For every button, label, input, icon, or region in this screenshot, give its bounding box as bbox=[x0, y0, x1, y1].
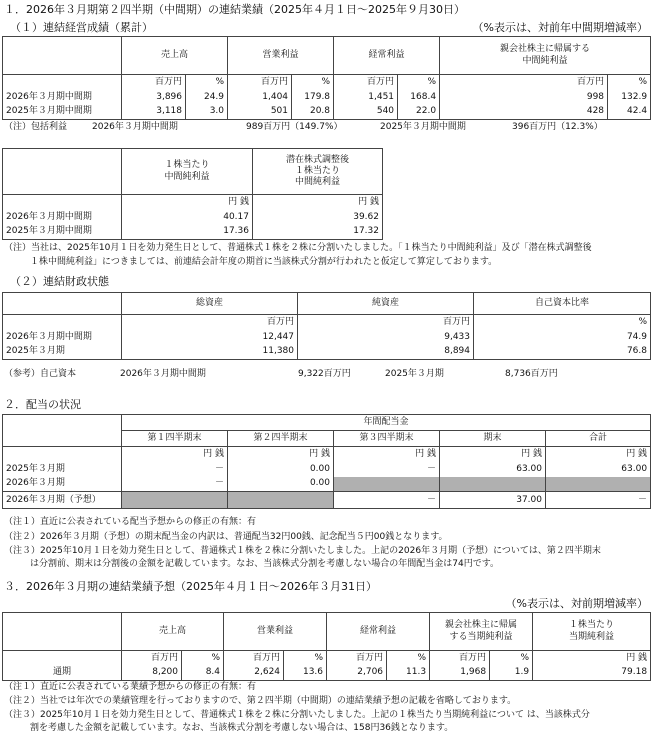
cell-value: 1,968 bbox=[430, 666, 490, 681]
row-label: 2025年３月期 bbox=[6, 346, 65, 357]
cell-value: 11,380 bbox=[122, 345, 298, 360]
cell-value: 17.32 bbox=[253, 225, 383, 240]
unit-cell: % bbox=[490, 651, 533, 666]
section3-title: ３．2026年３月期の連結業績予想（2025年４月１日～2026年３月31日） bbox=[4, 580, 377, 593]
header-eps-line2: 当期純利益 bbox=[569, 631, 615, 642]
header-net-profit-line2: 中間純利益 bbox=[522, 55, 568, 66]
unit-cell: 百万円 bbox=[224, 651, 284, 666]
section1-title: １．2026年３月期第２四半期（中間期）の連結業績（2025年４月１日～2025年９月30日） bbox=[4, 3, 465, 16]
cell-shaded bbox=[440, 477, 546, 492]
table-row bbox=[3, 105, 651, 120]
cell-value: 179.8 bbox=[292, 90, 334, 105]
row-label: 2026年３月期（予想） bbox=[6, 494, 101, 505]
table-row bbox=[3, 666, 651, 681]
cell-value: 12,447 bbox=[122, 330, 298, 345]
unit-cell: 円 銭 bbox=[533, 651, 651, 666]
comprehensive-income-value1: 989百万円（149.7%） bbox=[246, 122, 343, 132]
header-net-profit bbox=[440, 37, 651, 75]
cell-value: 39.62 bbox=[253, 210, 383, 225]
cell-value: 2,624 bbox=[224, 666, 284, 681]
unit-cell: 百万円 bbox=[430, 651, 490, 666]
header-ordinary-profit: 経常利益 bbox=[327, 613, 430, 651]
equity-note-period1: 2026年３月期中間期 bbox=[120, 369, 206, 379]
corner-cell bbox=[3, 293, 122, 315]
header-q1-end: 第１四半期末 bbox=[122, 431, 228, 447]
cell-value: 8,200 bbox=[122, 666, 182, 681]
header-operating-profit: 営業利益 bbox=[224, 613, 327, 651]
cell-value: 8.4 bbox=[182, 666, 224, 681]
header-diluted-eps-line1: 潜在株式調整後 bbox=[285, 154, 349, 165]
eps-note-line1: （注）当社は、2025年10月１日を効力発生日として、普通株式１株を２株に分割いたしました。「１株当たり中間純利益」及び「潜在株式調整後 bbox=[4, 243, 592, 253]
forecast-note-2: （注２）当社では年次での業績管理を行っておりますので、第２四半期（中間期）の連結業績予想の記載を省略しております。 bbox=[4, 696, 517, 706]
cell-value: － bbox=[546, 492, 651, 509]
cell-value: 3.0 bbox=[186, 105, 228, 120]
equity-note-value2: 8,736百万円 bbox=[505, 369, 558, 379]
cell-value: 0.00 bbox=[228, 462, 334, 477]
dividend-note-1: （注１）直近に公表されている配当予想からの修正の有無：有 bbox=[4, 517, 257, 527]
forecast-table bbox=[2, 612, 651, 681]
header-q3-end: 第３四半期末 bbox=[334, 431, 440, 447]
table-row bbox=[3, 492, 651, 509]
cell-value: 501 bbox=[228, 105, 292, 120]
forecast-note-3-cont: 割を考慮した金額を記載しています。なお、当該株式分割を考慮しない場合は、158円36銭となります。 bbox=[30, 723, 454, 733]
row-label: 2025年３月期中間期 bbox=[6, 226, 92, 237]
corner-cell bbox=[3, 415, 122, 447]
cell-shaded bbox=[546, 477, 651, 492]
header-eps bbox=[533, 613, 651, 651]
eps-table bbox=[2, 148, 383, 240]
cell-value: － bbox=[122, 462, 228, 477]
equity-note-label: （参考）自己資本 bbox=[4, 369, 77, 379]
cell-value: 42.4 bbox=[608, 105, 651, 120]
cell-value: 9,433 bbox=[298, 330, 474, 345]
unit-row-label bbox=[3, 651, 122, 666]
cell-value: 74.9 bbox=[474, 330, 651, 345]
header-sales: 売上高 bbox=[122, 613, 224, 651]
row-label: 2025年３月期中間期 bbox=[6, 106, 92, 117]
cell-value: 20.8 bbox=[292, 105, 334, 120]
dividend-note-2: （注２）2026年３月期（予想）の期末配当金の内訳は、普通配当32円00銭、記念配当５円00銭となります。 bbox=[4, 532, 448, 542]
cell-value: － bbox=[334, 462, 440, 477]
operating-results-table bbox=[2, 36, 651, 120]
cell-value: 17.36 bbox=[122, 225, 253, 240]
cell-shaded bbox=[334, 477, 440, 492]
cell-value: 76.8 bbox=[474, 345, 651, 360]
cell-value: 1.9 bbox=[490, 666, 533, 681]
cell-value: 63.00 bbox=[546, 462, 651, 477]
cell-value: 540 bbox=[334, 105, 398, 120]
header-net-profit-line2: する当期純利益 bbox=[449, 631, 513, 642]
cell-value: 13.6 bbox=[284, 666, 327, 681]
financial-position-table bbox=[2, 292, 651, 360]
table-row bbox=[3, 90, 651, 105]
header-eps bbox=[122, 149, 253, 195]
forecast-note-3: （注３）2025年10月１日を効力発生日として、普通株式１株を２株に分割いたしました。上記の１株当たり当期純利益について は、当該株式分 bbox=[4, 710, 590, 720]
unit-cell: 円 銭 bbox=[253, 195, 383, 210]
section2-title: ２．配当の状況 bbox=[4, 398, 81, 411]
cell-value: 63.00 bbox=[440, 462, 546, 477]
table-row bbox=[3, 345, 651, 360]
unit-cell: 百万円 bbox=[122, 315, 298, 330]
unit-cell: 円 銭 bbox=[228, 447, 334, 462]
equity-note-period2: 2025年３月期 bbox=[385, 369, 444, 379]
unit-cell: 円 銭 bbox=[122, 195, 253, 210]
unit-cell: 百万円 bbox=[327, 651, 387, 666]
cell-value: 37.00 bbox=[440, 492, 546, 509]
comprehensive-income-label: （注）包括利益 bbox=[4, 122, 68, 132]
header-total-assets: 総資産 bbox=[122, 293, 298, 315]
cell-value: 132.9 bbox=[608, 90, 651, 105]
comprehensive-income-period2: 2025年３月期中間期 bbox=[380, 122, 466, 132]
corner-cell bbox=[3, 37, 122, 75]
table-row bbox=[3, 477, 651, 492]
unit-cell: % bbox=[292, 75, 334, 90]
unit-cell: 百万円 bbox=[334, 75, 398, 90]
equity-note-value1: 9,322百万円 bbox=[298, 369, 351, 379]
unit-cell: % bbox=[284, 651, 327, 666]
unit-cell: 百万円 bbox=[440, 75, 608, 90]
cell-value: 3,118 bbox=[122, 105, 186, 120]
header-annual-dividends: 年間配当金 bbox=[122, 415, 651, 431]
unit-row-label bbox=[3, 315, 122, 330]
header-net-assets: 純資産 bbox=[298, 293, 474, 315]
unit-cell: 円 銭 bbox=[122, 447, 228, 462]
unit-cell: 百万円 bbox=[298, 315, 474, 330]
cell-shaded bbox=[122, 492, 228, 509]
header-operating-profit: 営業利益 bbox=[228, 37, 334, 75]
cell-value: 22.0 bbox=[398, 105, 440, 120]
cell-shaded bbox=[228, 492, 334, 509]
header-net-profit-line1: 親会社株主に帰属する bbox=[500, 44, 591, 55]
subsection1-title: （１）連結経営成績（累計） bbox=[10, 21, 153, 34]
header-year-end: 期末 bbox=[440, 431, 546, 447]
cell-value: 428 bbox=[440, 105, 608, 120]
unit-cell: % bbox=[398, 75, 440, 90]
unit-cell: % bbox=[182, 651, 224, 666]
dividends-table bbox=[2, 414, 651, 509]
pct-note: （%表示は、対前年中間期増減率） bbox=[472, 21, 648, 34]
table-row bbox=[3, 225, 383, 240]
cell-value: － bbox=[334, 492, 440, 509]
cell-value: 24.9 bbox=[186, 90, 228, 105]
cell-value: 40.17 bbox=[122, 210, 253, 225]
unit-cell: % bbox=[474, 315, 651, 330]
cell-value: 8,894 bbox=[298, 345, 474, 360]
cell-value: 1,404 bbox=[228, 90, 292, 105]
unit-row-label bbox=[3, 75, 122, 90]
forecast-pct-note: （%表示は、対前期増減率） bbox=[505, 597, 648, 610]
unit-cell: 百万円 bbox=[228, 75, 292, 90]
unit-row-label bbox=[3, 447, 122, 462]
unit-cell: 円 銭 bbox=[546, 447, 651, 462]
dividend-note-3-cont: は分割前、期末は分割後の金額を記載しています。なお、当該株式分割を考慮しない場合の年間配当金は74円です。 bbox=[30, 559, 500, 569]
header-net-profit bbox=[430, 613, 533, 651]
header-equity-ratio: 自己資本比率 bbox=[474, 293, 651, 315]
forecast-note-1: （注１）直近に公表されている業績予想からの修正の有無：有 bbox=[4, 682, 257, 692]
unit-cell: 百万円 bbox=[122, 75, 186, 90]
cell-value: 0.00 bbox=[228, 477, 334, 492]
header-eps-line1: １株当たり bbox=[164, 160, 210, 171]
corner-cell bbox=[3, 613, 122, 651]
header-diluted-eps-line3: 中間純利益 bbox=[294, 177, 340, 188]
header-diluted-eps bbox=[253, 149, 383, 195]
header-diluted-eps-line2: １株当たり bbox=[294, 165, 340, 176]
unit-cell: % bbox=[387, 651, 430, 666]
cell-value: 11.3 bbox=[387, 666, 430, 681]
dividend-note-3: （注３）2025年10月１日を効力発生日として、普通株式１株を２株に分割いたしました。上記の2026年３月期（予想）については、第２四半期末 bbox=[4, 546, 601, 556]
cell-value: 79.18 bbox=[533, 666, 651, 681]
table-row bbox=[3, 330, 651, 345]
header-total: 合計 bbox=[546, 431, 651, 447]
comprehensive-income-period1: 2026年３月期中間期 bbox=[92, 122, 178, 132]
corner-cell bbox=[3, 149, 122, 195]
unit-cell: % bbox=[186, 75, 228, 90]
row-label: 2026年３月期中間期 bbox=[6, 91, 92, 102]
cell-value: 3,896 bbox=[122, 90, 186, 105]
table-row bbox=[3, 210, 383, 225]
comprehensive-income-value2: 396百万円（12.3%） bbox=[512, 122, 603, 132]
header-q2-end: 第２四半期末 bbox=[228, 431, 334, 447]
eps-note-line2: １株中間純利益」につきましては、前連結会計年度の期首に当該株式分割が行われたと仮定して算定しております。 bbox=[30, 257, 498, 267]
cell-value: － bbox=[122, 477, 228, 492]
cell-value: 1,451 bbox=[334, 90, 398, 105]
unit-cell: 円 銭 bbox=[334, 447, 440, 462]
unit-row-label bbox=[3, 195, 122, 210]
cell-value: 998 bbox=[440, 90, 608, 105]
row-label: 2026年３月期 bbox=[6, 478, 65, 489]
unit-cell: 百万円 bbox=[122, 651, 182, 666]
unit-cell: 円 銭 bbox=[440, 447, 546, 462]
cell-value: 2,706 bbox=[327, 666, 387, 681]
cell-value: 168.4 bbox=[398, 90, 440, 105]
table-row bbox=[3, 462, 651, 477]
subsection2-title: （２）連結財政状態 bbox=[10, 275, 109, 288]
header-sales: 売上高 bbox=[122, 37, 228, 75]
row-label: 2026年３月期中間期 bbox=[6, 211, 92, 222]
header-net-profit-line1: 親会社株主に帰属 bbox=[445, 620, 518, 631]
row-label: 通期 bbox=[52, 667, 71, 678]
header-eps-line1: １株当たり bbox=[569, 620, 615, 631]
header-eps-line2: 中間純利益 bbox=[164, 171, 210, 182]
row-label: 2026年３月期中間期 bbox=[6, 331, 92, 342]
header-ordinary-profit: 経常利益 bbox=[334, 37, 440, 75]
unit-cell: % bbox=[608, 75, 651, 90]
row-label: 2025年３月期 bbox=[6, 463, 65, 474]
